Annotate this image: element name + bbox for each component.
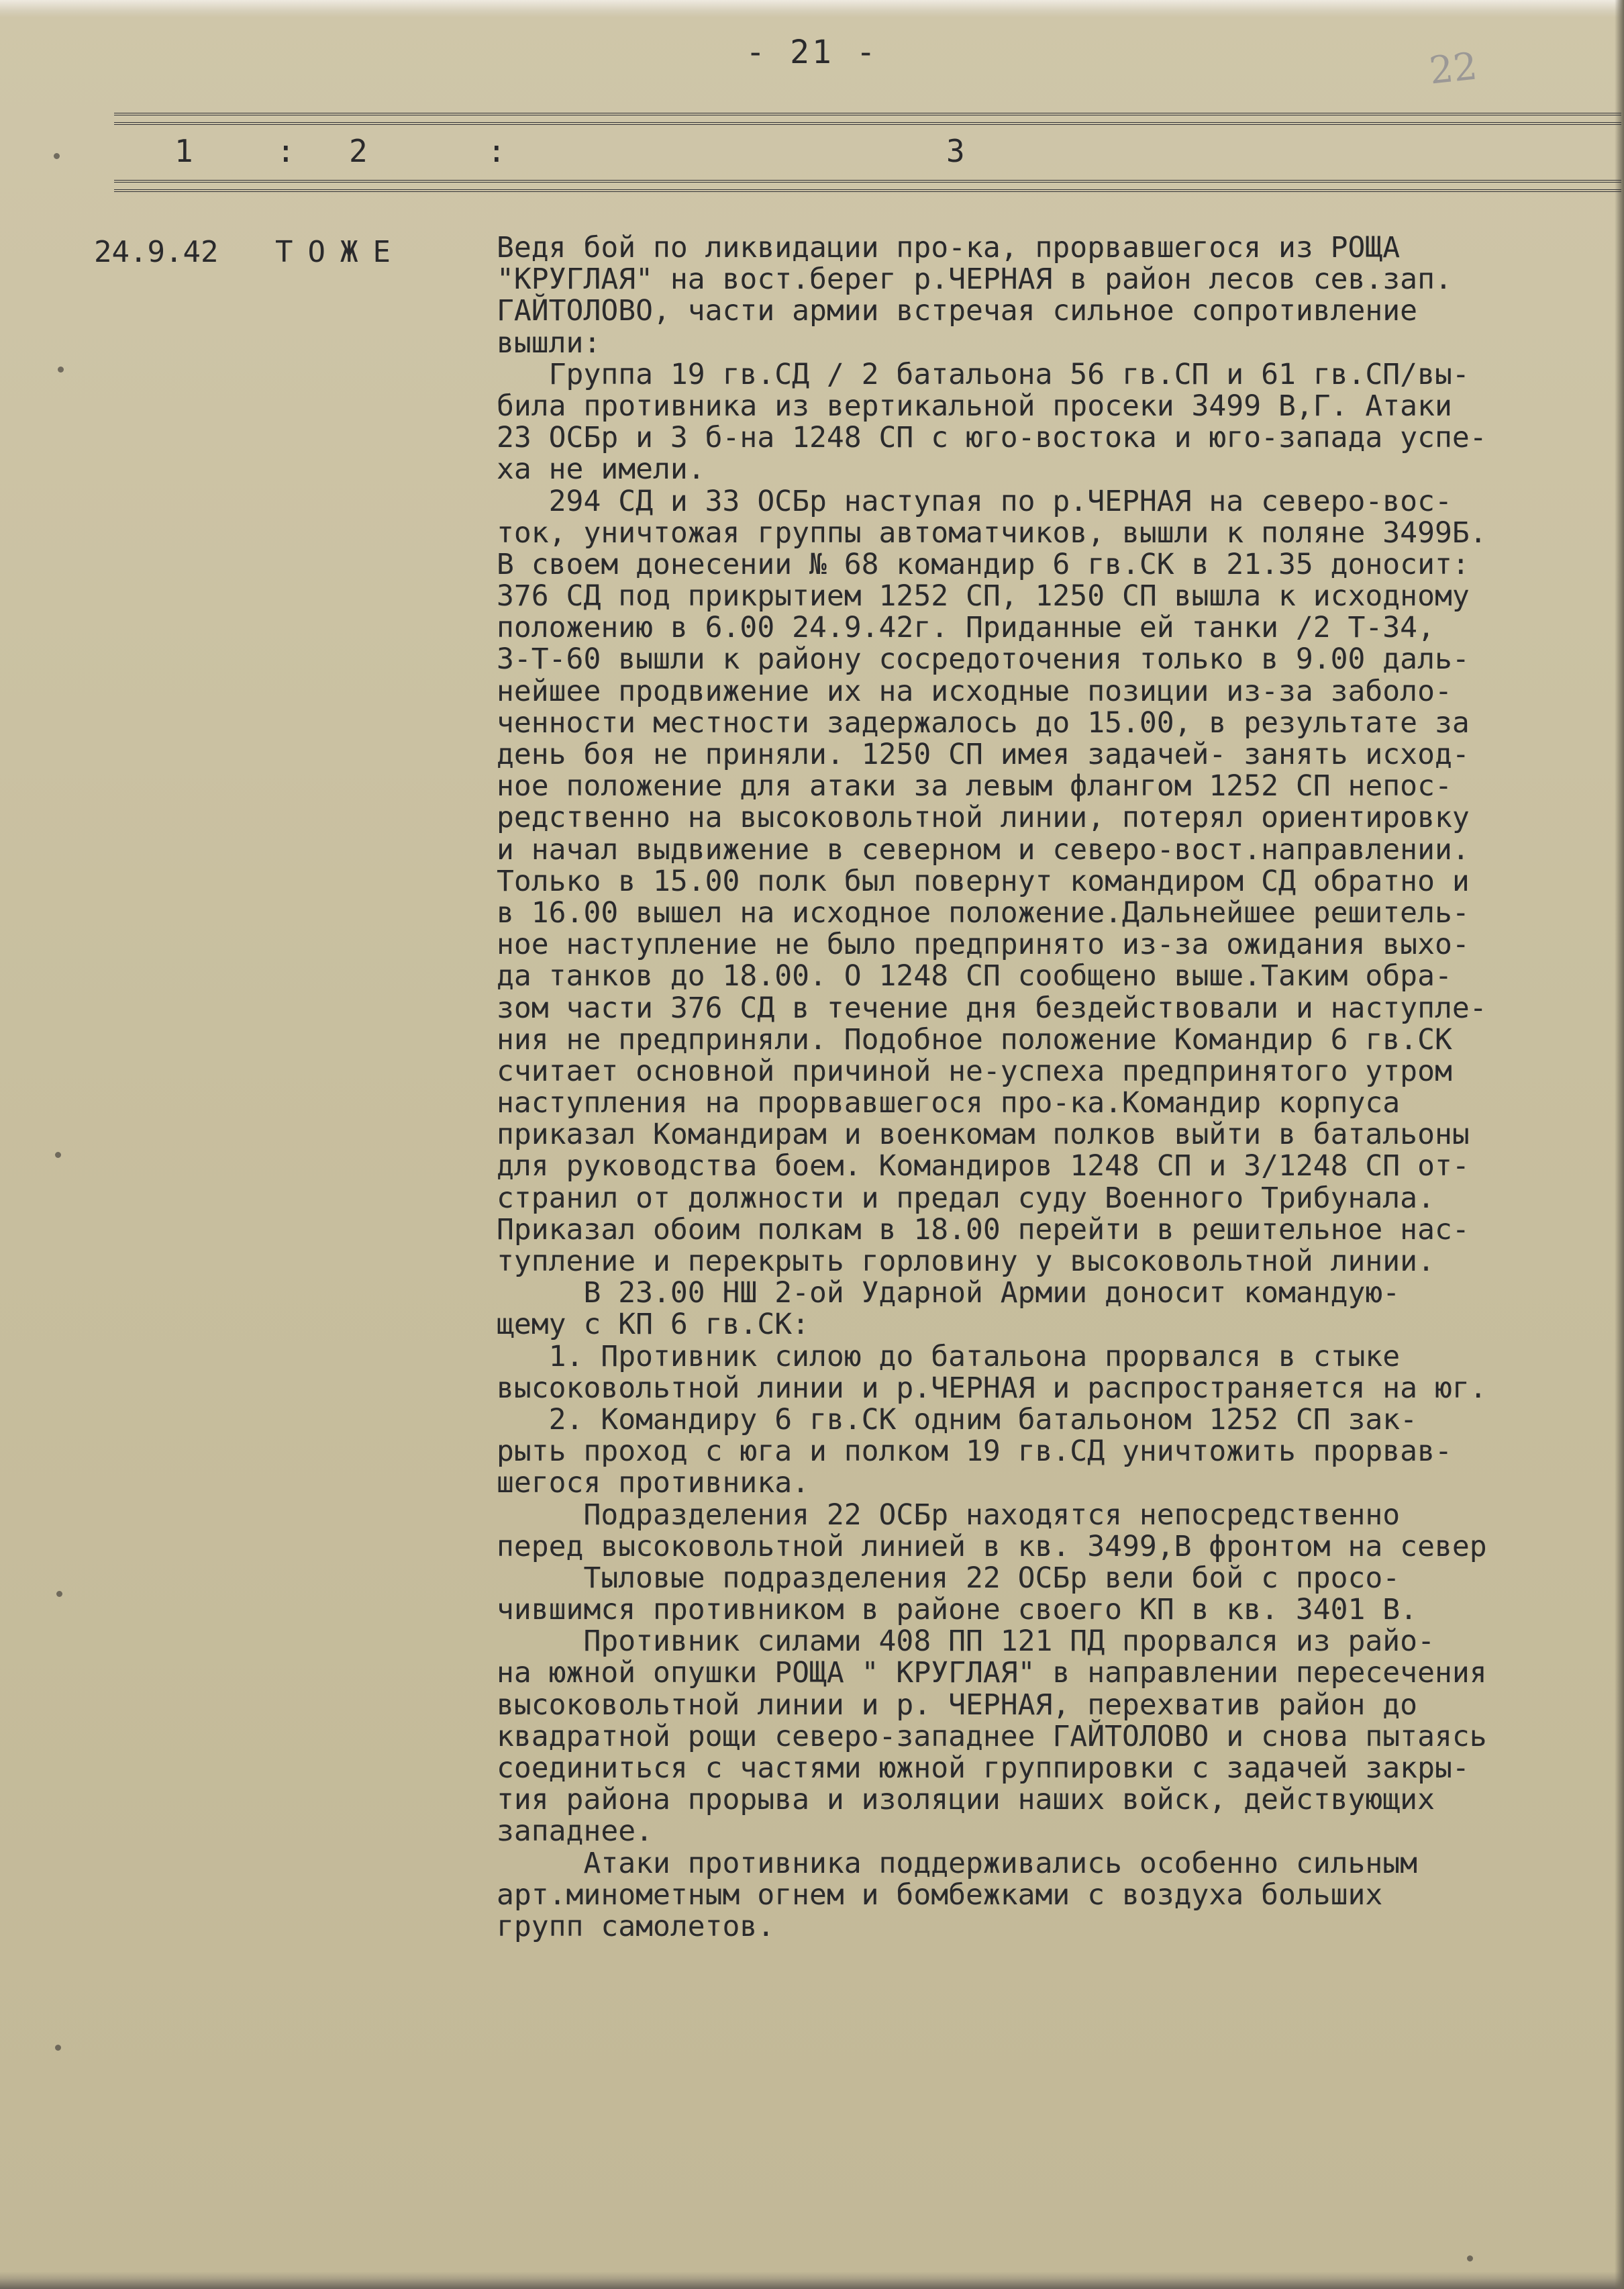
text-line: 3-Т-60 вышли к району сосредоточения только в 9.00 даль- — [497, 642, 1470, 677]
punch-mark — [55, 2045, 61, 2051]
text-line: ния не предприняли. Подобное положение Командир 6 гв.СК — [497, 1022, 1452, 1057]
text-line: била противника из вертикальной просеки 3499 В,Г. Атаки — [497, 389, 1452, 423]
text-line: для руководства боем. Командиров 1248 СП и 3/1248 СП от- — [497, 1149, 1470, 1183]
text-line: положению в 6.00 24.9.42г. Приданные ей танки /2 Т-34, — [497, 611, 1435, 645]
page-number: - 21 - — [746, 34, 878, 71]
text-line: 1. Противник силою до батальона прорвался в стыке — [497, 1339, 1401, 1373]
punch-mark — [55, 1152, 61, 1158]
text-line: странил от должности и предал суду Военного Трибунала. — [497, 1181, 1435, 1215]
text-line: перед высоковольтной линией в кв. 3499,В фронтом на север — [497, 1529, 1487, 1563]
text-line: тия района прорыва и изоляции наших войск, действующих — [497, 1783, 1435, 1817]
text-line: ное наступление не было предпринято из-за ожидания выхо- — [497, 928, 1470, 962]
text-line: приказал Командирам и военкомам полков выйти в батальоны — [497, 1118, 1470, 1152]
text-line: Подразделения 22 ОСБр находятся непосредственно — [497, 1498, 1401, 1532]
text-line: высоковольтной линии и р.ЧЕРНАЯ и распространяется на юг. — [497, 1371, 1487, 1405]
entry-place: ТОЖЕ — [275, 235, 405, 269]
text-line: в 16.00 вышел на исходное положение.Дальнейшее решитель- — [497, 895, 1470, 930]
text-line: соединиться с частями южной группировки с задачей закры- — [497, 1751, 1470, 1785]
text-line: В 23.00 НШ 2-ой Ударной Армии доносит командую- — [497, 1276, 1401, 1310]
text-line: ченности местности задержалось до 15.00, в результате за — [497, 705, 1470, 740]
text-line: западнее. — [497, 1814, 653, 1849]
text-line: 376 СД под прикрытием 1252 СП, 1250 СП вышла к исходному — [497, 579, 1470, 614]
header-rule-top — [114, 113, 1621, 115]
paper-right-edge — [1615, 0, 1624, 2289]
entry-body-text — [497, 232, 1616, 1943]
text-line: ГАЙТОЛОВО, части армии встречая сильное сопротивление — [497, 294, 1418, 328]
text-line: Тыловые подразделения 22 ОСБр вели бой с просо- — [497, 1561, 1401, 1595]
text-line: ток, уничтожая группы автоматчиков, вышли к поляне 3499Б. — [497, 516, 1487, 550]
text-line: на южной опушки РОЩА " КРУГЛАЯ" в направлении пересечения — [497, 1656, 1487, 1690]
text-line: редственно на высоковольтной линии, потерял ориентировку — [497, 801, 1470, 835]
text-line: щему с КП 6 гв.СК: — [497, 1308, 809, 1342]
text-line: групп самолетов. — [497, 1909, 775, 1943]
paper-bottom-edge — [0, 2272, 1624, 2289]
text-line: "КРУГЛАЯ" на вост.берег р.ЧЕРНАЯ в район лесов сев.зап. — [497, 262, 1452, 297]
text-line: Противник силами 408 ПП 121 ПД прорвался из райо- — [497, 1624, 1435, 1659]
punch-mark — [54, 153, 60, 159]
text-line: высоковольтной линии и р. ЧЕРНАЯ, перехватив район до — [497, 1688, 1418, 1722]
text-line: Ведя бой по ликвидации про-ка, прорвавшегося из РОЩА — [497, 232, 1401, 264]
entry-date: 24.9.42 — [94, 235, 219, 269]
text-line: нейшее продвижение их на исходные позиции из-за заболо- — [497, 674, 1452, 708]
text-line: наступления на прорвавшегося про-ка.Командир корпуса — [497, 1086, 1401, 1120]
text-line: Атаки противника поддерживались особенно сильным — [497, 1846, 1418, 1880]
text-line: тупление и перекрыть горловину у высоковольтной линии. — [497, 1245, 1435, 1278]
text-line: чившимся противником в районе своего КП в кв. 3401 В. — [497, 1593, 1418, 1627]
column-header-3: 3 — [946, 133, 965, 169]
punch-mark — [58, 367, 64, 373]
archive-sheet-number: 22 — [1427, 44, 1480, 93]
text-line: Приказал обоим полкам в 18.00 перейти в решительное нас- — [497, 1212, 1470, 1247]
text-line: Только в 15.00 полк был повернут командиром СД обратно и — [497, 864, 1470, 898]
text-line: зом части 376 СД в течение дня бездействовали и наступле- — [497, 991, 1487, 1025]
column-separator-2: : — [487, 133, 506, 169]
text-line: 294 СД и 33 ОСБр наступая по р.ЧЕРНАЯ на северо-вос- — [497, 484, 1452, 518]
column-separator-1: : — [276, 133, 295, 169]
header-rule-bottom — [114, 180, 1621, 183]
header-rule-bottom-2 — [114, 189, 1621, 192]
text-line: ха не имели. — [497, 452, 705, 487]
text-line: рыть проход с юга и полком 19 гв.СД уничтожить прорвав- — [497, 1434, 1452, 1469]
text-line: В своем донесении № 68 командир 6 гв.СК в 21.35 доносит: — [497, 547, 1470, 581]
text-line: день боя не приняли. 1250 СП имея задачей- занять исход- — [497, 738, 1470, 771]
text-line: считает основной причиной не-успеха предпринятого утром — [497, 1054, 1452, 1088]
text-line: Группа 19 гв.СД / 2 батальона 56 гв.СП и 61 гв.СП/вы- — [497, 357, 1470, 391]
text-line: 2. Командиру 6 гв.СК одним батальоном 1252 СП зак- — [497, 1402, 1418, 1436]
text-line: арт.минометным огнем и бомбежками с воздуха больших — [497, 1878, 1383, 1912]
text-line: шегося противника. — [497, 1466, 809, 1500]
text-line: ное положение для атаки за левым флангом 1252 СП непос- — [497, 769, 1452, 803]
header-rule-top-2 — [114, 122, 1621, 125]
paper-top-edge — [0, 0, 1624, 17]
text-line: вышли: — [497, 326, 601, 360]
text-line: 23 ОСБр и 3 б-на 1248 СП с юго-востока и юго-запада успе- — [497, 421, 1487, 455]
punch-mark — [56, 1591, 62, 1597]
text-line: да танков до 18.00. О 1248 СП сообщено выше.Таким обра- — [497, 959, 1452, 993]
text-line: квадратной рощи северо-западнее ГАЙТОЛОВО и снова пытаясь — [497, 1719, 1487, 1753]
column-header-1: 1 — [174, 133, 193, 169]
punch-mark — [1467, 2255, 1473, 2261]
text-line: и начал выдвижение в северном и северо-вост.направлении. — [497, 832, 1470, 867]
column-header-2: 2 — [349, 133, 368, 169]
